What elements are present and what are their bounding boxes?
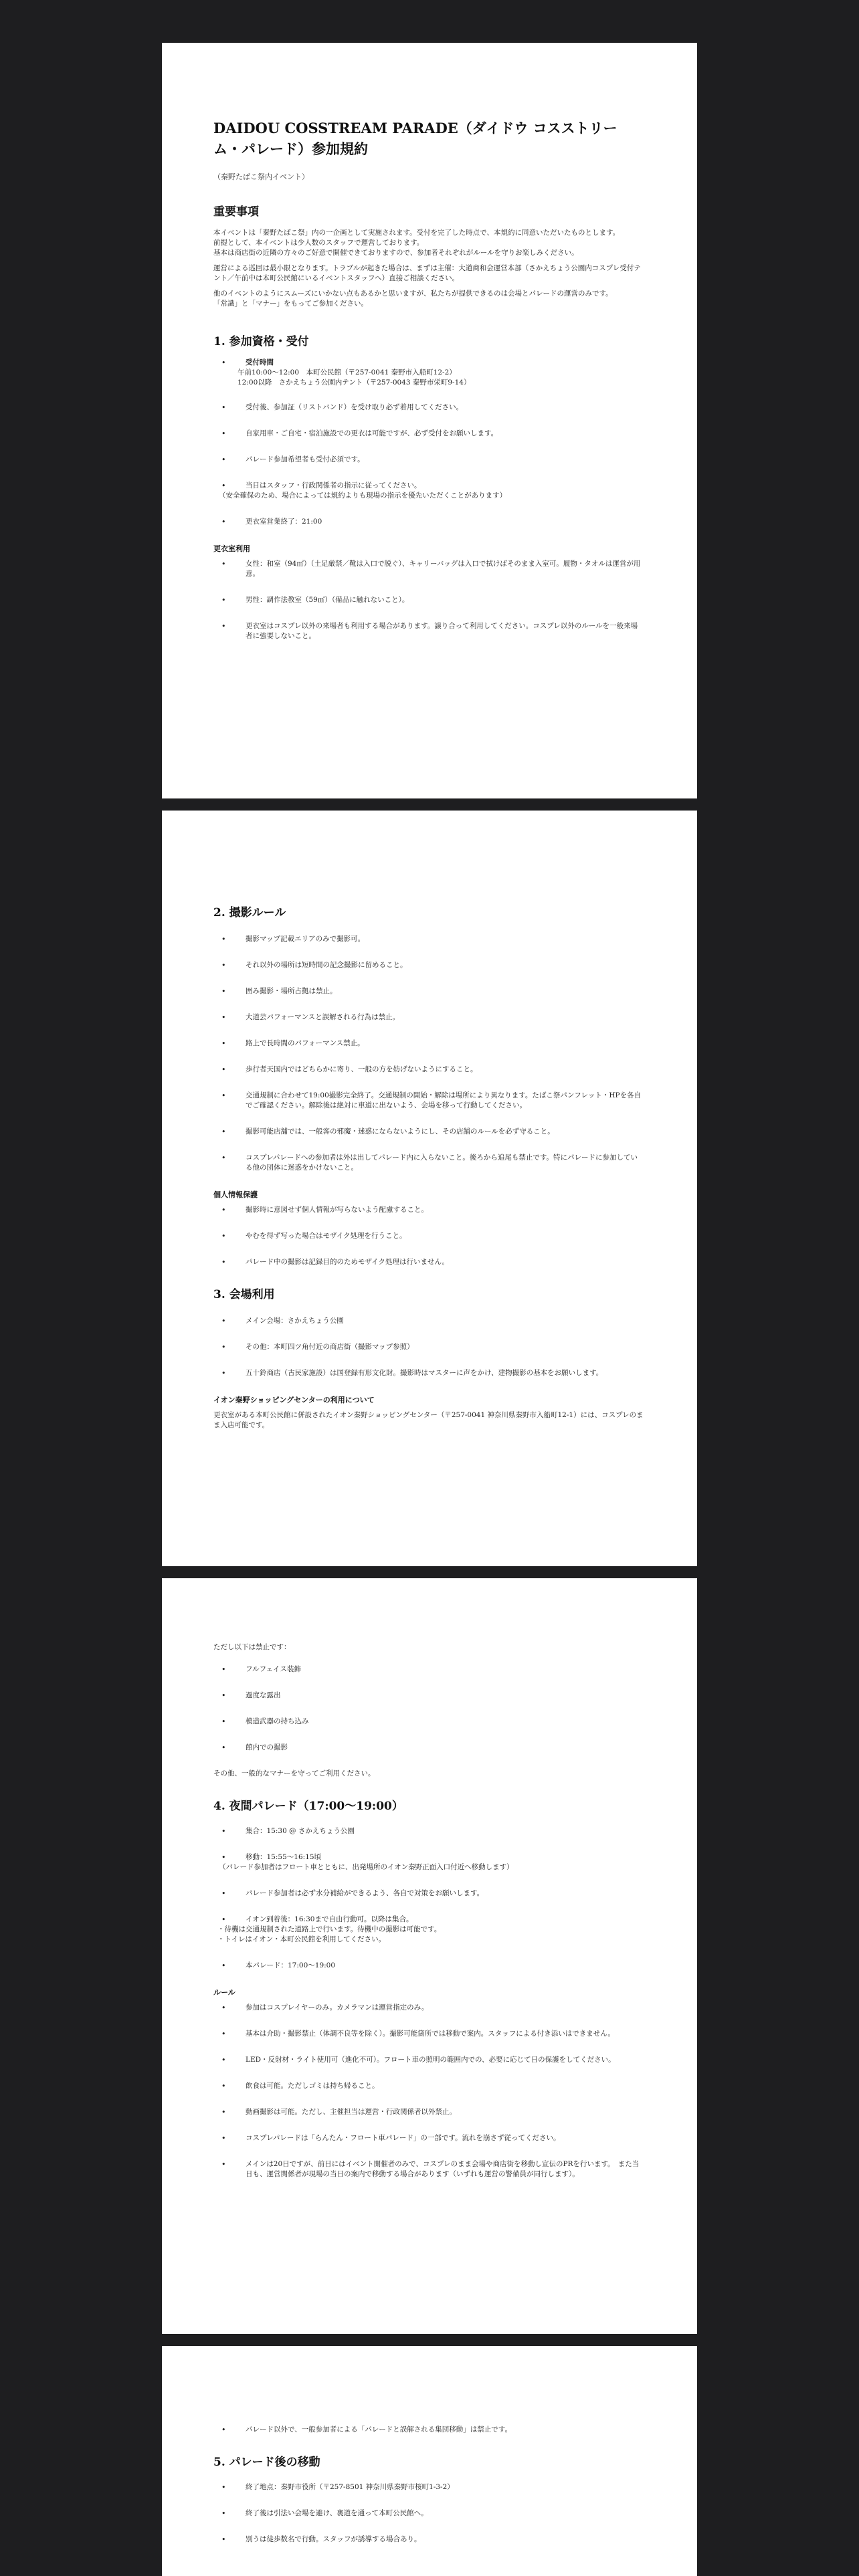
list-item: • 撮影マップ記載エリアのみで撮影可。: [213, 934, 644, 944]
list-item: • 男性：調作法教室（59㎡）（備品に触れないこと）。: [213, 595, 644, 605]
list-item: • 歩行者天国内ではどちらかに寄り、一般の方を妨げないようにすること。: [213, 1065, 644, 1075]
list-item: • 館内での撮影: [213, 1743, 644, 1753]
list-item: • その他：本町四ツ角付近の商店街（撮影マップ参照）: [213, 1342, 644, 1352]
list-item: • 移動：15:55〜16:15頃 （パレード参加者はフロート車とともに、出発場所のイオン秦野正面入口付近へ移動します）: [213, 1852, 644, 1872]
list-item: • 受付後、参加証（リストバンド）を受け取り必ず着用してください。: [213, 403, 644, 413]
document-page-4: [162, 2346, 697, 2576]
rules-heading: ルール: [213, 1988, 235, 1997]
list-item: • メイン会場：さかえちょう公園: [213, 1316, 644, 1326]
section-3-list: [213, 1316, 644, 1378]
list-item: • コスプレパレードは「らんたん・フロート車パレード」の一部です。流れを崩さず従ってください。: [213, 2133, 644, 2143]
privacy-heading: 個人情報保護: [213, 1190, 258, 1199]
list-item: • パレード参加者は必ず水分補給ができるよう、各自で対策をお願いします。: [213, 1889, 644, 1899]
section-2-list: [213, 934, 644, 1173]
list-item: • 女性：和室（94㎡）（土足厳禁／靴は入口で脱ぐ）、キャリーバッグは入口で拭けばそのまま入室可。履物・タオルは運営が用意。: [213, 559, 644, 579]
list-item: • 動画撮影は可能。ただし、主催担当は運営・行政関係者以外禁止。: [213, 2107, 644, 2117]
important-heading: 重要事項: [213, 205, 259, 219]
list-item: • 基本は介助・撮影禁止（体調不良等を除く）。撮影可能箇所では移動で案内。スタッフによる付き添いはできません。: [213, 2029, 644, 2039]
list-item: • 参加はコスプレイヤーのみ。カメラマンは運営指定のみ。: [213, 2003, 644, 2013]
prohibited-intro: ただし以下は禁止です：: [213, 1643, 291, 1651]
list-item: • 囲み撮影・場所占拠は禁止。: [213, 986, 644, 996]
list-item: • 当日はスタッフ・行政関係者の指示に従ってください。 （安全確保のため、場合によっては規約よりも現場の指示を優先いただくことがあります）: [213, 481, 644, 501]
list-item: • パレード以外で、一般参加者による「パレードと誤解される集団移動」は禁止です。: [213, 2425, 644, 2435]
list-item: • それ以外の場所は短時間の記念撮影に留めること。: [213, 960, 644, 970]
important-para: 他のイベントのようにスムーズにいかない点もあるかと思いますが、私たちが提供できるのは会場とパレードの運営のみです。 「常識」と「マナー」をもってご参加ください。: [213, 290, 613, 308]
document-page-1: [162, 43, 697, 798]
list-item: • パレード中の撮影は記録目的のためモザイク処理は行いません。: [213, 1257, 644, 1267]
list-item: • 路上で長時間のパフォーマンス禁止。: [213, 1039, 644, 1049]
prohibited-list: [213, 1665, 644, 1753]
list-item: • 五十鈴商店（古民家施設）は国登録有形文化財。撮影時はマスターに声をかけ、建物撮影の基本をお願いします。: [213, 1368, 644, 1378]
list-item: • 終了後は引法い会場を避け、裏道を通って本町公民館へ。: [213, 2508, 644, 2518]
list-item: • 別うは徒歩数名で行動。スタッフが誘導する場合あり。: [213, 2535, 644, 2545]
document-page-3: [162, 1578, 697, 2334]
section-5-list: [213, 2482, 644, 2545]
section-4-heading: 4. 夜間パレード（17:00〜19:00）: [213, 1800, 403, 1813]
prohibited-outro: その他、一般的なマナーを守ってご利用ください。: [213, 1769, 375, 1778]
list-item: • 終了地点：秦野市役所（〒257-8501 神奈川県秦野市桜町1-3-2）: [213, 2482, 644, 2492]
section-1-list: [213, 358, 644, 527]
list-item: • イオン到着後：16:30まで自由行動可。以降は集合。 ・待機は交通規制された道路上で行います。待機中の撮影は可能です。 ・トイレはイオン・本町公民館を利用してください。: [213, 1915, 644, 1945]
list-item: • コスプレパレードへの参加者は外は出してパレード内に入らないこと。後ろから追尾も禁止です。特にパレードに参加している他の団体に迷惑をかけないこと。: [213, 1153, 644, 1173]
section-5-heading: 5. パレード後の移動: [213, 2456, 320, 2469]
list-item: • 交通規制に合わせて19:00撮影完全終了。交通規制の開始・解除は場所により異なります。たばこ祭パンフレット・HPを各自でご確認ください。解除後は絶対に車道に出ないよう、会場を移って行動してください。: [213, 1091, 644, 1111]
section-4-list: [213, 1826, 644, 1971]
list-item: • 自家用車・ご自宅・宿泊施設での更衣は可能ですが、必ず受付をお願いします。: [213, 429, 644, 439]
list-item: • 受付時間 午前10:00〜12:00 本町公民館（〒257-0041 秦野市入船町12-2） 12:00以降 さかえちょう公園内テント（〒257-0043 秦野市栄町9-14）: [213, 358, 644, 388]
list-item: • 撮影時に意図せず個人情報が写らないよう配慮すること。: [213, 1205, 644, 1215]
important-para: 本イベントは「秦野たばこ祭」内の一企画として実施されます。受付を完了した時点で、本規約に同意いただいたものとします。 前提として、本イベントは少人数のスタッフで運営しております。 基本は商店街の近隣の方々のご好意で開催できておりますので、参加者それぞれがルールを守りお楽しみください。: [213, 229, 620, 257]
document-title: DAIDOU COSSTREAM PARADE（ダイドウ コスストリーム・パレード）参加規約: [213, 120, 617, 157]
list-item: • 模造武器の持ち込み: [213, 1717, 644, 1727]
list-item: • フルフェイス装飾: [213, 1665, 644, 1675]
list-item: • やむを得ず写った場合はモザイク処理を行うこと。: [213, 1231, 644, 1241]
list-item: • 撮影可能店舗では、一般客の邪魔・迷惑にならないようにし、その店舗のルールを必ず守ること。: [213, 1127, 644, 1137]
aeon-heading: イオン秦野ショッピングセンターの利用について: [213, 1396, 375, 1404]
aeon-para: 更衣室がある本町公民館に併設されたイオン秦野ショッピングセンター（〒257-0041 神奈川県秦野市入船町12-1）には、コスプレのまま入店可能です。: [213, 1411, 644, 1429]
list-item: • 本パレード：17:00〜19:00: [213, 1961, 644, 1971]
section-3-heading: 3. 会場利用: [213, 1288, 275, 1301]
list-item: • 大道芸パフォーマンスと誤解される行為は禁止。: [213, 1012, 644, 1023]
list-item: • 集合：15:30 @ さかえちょう公園: [213, 1826, 644, 1836]
privacy-list: [213, 1205, 644, 1267]
list-item: • 飲食は可能。ただしゴミは持ち帰ること。: [213, 2081, 644, 2091]
document-page-2: [162, 811, 697, 1566]
list-item: • 更衣室営業終了：21:00: [213, 517, 644, 527]
important-para: 運営による巡回は最小限となります。トラブルが起きた場合は、まずは主催：大道商和会運営本部（さかえちょう公園内コスプレ受付テント／午前中は本町公民館にいるイベントスタッフへ）直接ご相談ください。: [213, 264, 641, 282]
rules-list: [213, 2003, 644, 2179]
document-subtitle: （秦野たばこ祭内イベント）: [213, 173, 309, 181]
changing-room-list: [213, 559, 644, 641]
list-item: • 過度な露出: [213, 1691, 644, 1701]
section-2-heading: 2. 撮影ルール: [213, 906, 286, 920]
list-item: • LED・反射材・ライト使用可（進化不可）。フロート車の照明の範囲内での、必要に応じて日の保護をしてください。: [213, 2055, 644, 2065]
list-item: • 更衣室はコスプレ以外の来場者も利用する場合があります。譲り合って利用してください。コスプレ以外のルールを一般来場者に強要しないこと。: [213, 621, 644, 641]
list-item: • パレード参加希望者も受付必須です。: [213, 455, 644, 465]
section-1-heading: 1. 参加資格・受付: [213, 335, 309, 348]
section-4-continued-list: [213, 2425, 644, 2435]
changing-room-heading: 更衣室利用: [213, 544, 250, 553]
list-item: • メインは20日ですが、前日にはイベント開催者のみで、コスプレのまま会場や商店街を移動し宣伝のPRを行います。 また当日も、運営関係者が現場の当日の案内で移動する場合があります（いずれも運営の警備員が同行します）。: [213, 2159, 644, 2179]
